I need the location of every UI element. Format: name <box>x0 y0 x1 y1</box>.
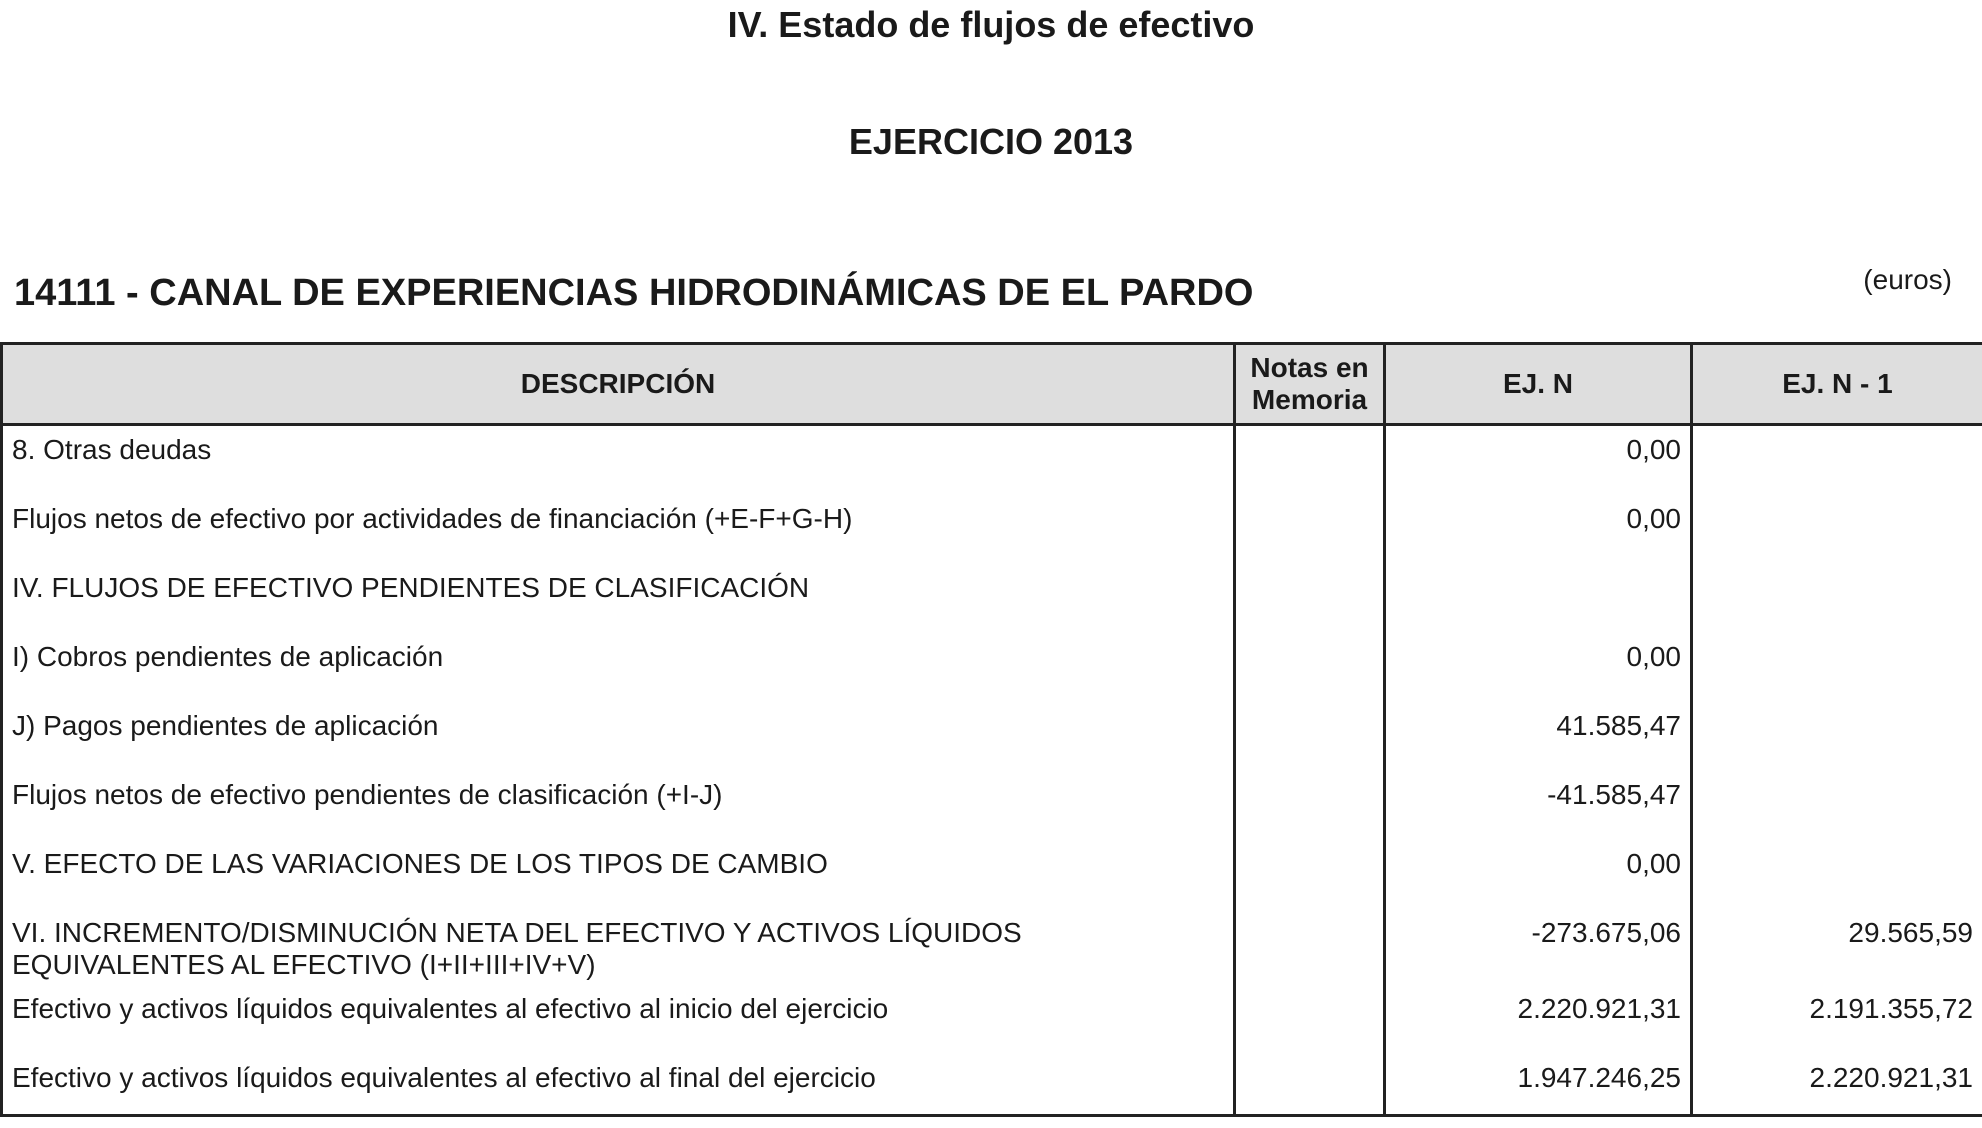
table-row <box>2 702 1982 771</box>
table-row <box>2 1054 1982 1116</box>
row-description: V. EFECTO DE LAS VARIACIONES DE LOS TIPOS DE CAMBIO <box>2 840 1235 909</box>
currency-unit: (euros) <box>1863 264 1952 295</box>
row-notes <box>1235 425 1385 496</box>
row-value-ej-n1 <box>1692 840 1982 909</box>
row-notes <box>1235 1054 1385 1116</box>
table-row <box>2 840 1982 909</box>
entity-name: 14111 - CANAL DE EXPERIENCIAS HIDRODINÁMICAS DE EL PARDO <box>14 272 1254 314</box>
table-row <box>2 425 1982 496</box>
row-value-ej-n: 0,00 <box>1385 840 1692 909</box>
row-value-ej-n1 <box>1692 702 1982 771</box>
column-header-notas-line1: Notas en <box>1250 352 1369 383</box>
row-value-ej-n: 2.220.921,31 <box>1385 985 1692 1054</box>
table-row <box>2 633 1982 702</box>
row-description: Flujos netos de efectivo por actividades de financiación (+E-F+G-H) <box>2 495 1235 564</box>
row-notes <box>1235 771 1385 840</box>
table-header-row <box>2 344 1982 425</box>
row-value-ej-n1 <box>1692 564 1982 633</box>
row-value-ej-n: 1.947.246,25 <box>1385 1054 1692 1116</box>
row-description: Efectivo y activos líquidos equivalentes al efectivo al inicio del ejercicio <box>2 985 1235 1054</box>
row-notes <box>1235 840 1385 909</box>
row-value-ej-n1: 2.220.921,31 <box>1692 1054 1982 1116</box>
row-notes <box>1235 909 1385 985</box>
fiscal-year-label: EJERCICIO 2013 <box>848 121 1134 162</box>
column-header-ej-n1: EJ. N - 1 <box>1692 344 1982 425</box>
row-value-ej-n1 <box>1692 771 1982 840</box>
row-value-ej-n1: 29.565,59 <box>1692 909 1982 985</box>
row-value-ej-n1 <box>1692 425 1982 496</box>
row-description: Flujos netos de efectivo pendientes de clasificación (+I-J) <box>2 771 1235 840</box>
row-value-ej-n: -41.585,47 <box>1385 771 1692 840</box>
row-notes <box>1235 564 1385 633</box>
row-value-ej-n <box>1385 564 1692 633</box>
row-description-line1: VI. INCREMENTO/DISMINUCIÓN NETA DEL EFECTIVO Y ACTIVOS LÍQUIDOS <box>12 917 1022 948</box>
row-value-ej-n1: 2.191.355,72 <box>1692 985 1982 1054</box>
table-row <box>2 564 1982 633</box>
row-description: IV. FLUJOS DE EFECTIVO PENDIENTES DE CLASIFICACIÓN <box>2 564 1235 633</box>
table-row <box>2 985 1982 1054</box>
row-value-ej-n1 <box>1692 633 1982 702</box>
cash-flow-table <box>0 342 1982 1117</box>
column-header-notas <box>1235 344 1385 425</box>
column-header-notas-line2: Memoria <box>1251 384 1368 415</box>
table-row <box>2 495 1982 564</box>
column-header-ej-n: EJ. N <box>1385 344 1692 425</box>
column-header-descripcion: DESCRIPCIÓN <box>2 344 1235 425</box>
row-notes <box>1235 495 1385 564</box>
row-value-ej-n: 0,00 <box>1385 495 1692 564</box>
page-title: IV. Estado de flujos de efectivo <box>727 4 1255 45</box>
row-value-ej-n: 0,00 <box>1385 425 1692 496</box>
row-notes <box>1235 985 1385 1054</box>
row-value-ej-n: 0,00 <box>1385 633 1692 702</box>
table-row <box>2 771 1982 840</box>
row-description: 8. Otras deudas <box>2 425 1235 496</box>
row-value-ej-n: -273.675,06 <box>1385 909 1692 985</box>
row-description-line2: EQUIVALENTES AL EFECTIVO (I+II+III+IV+V) <box>12 949 596 980</box>
row-notes <box>1235 633 1385 702</box>
row-notes <box>1235 702 1385 771</box>
row-description: Efectivo y activos líquidos equivalentes al efectivo al final del ejercicio <box>2 1054 1235 1116</box>
row-value-ej-n: 41.585,47 <box>1385 702 1692 771</box>
row-description: I) Cobros pendientes de aplicación <box>2 633 1235 702</box>
row-description: J) Pagos pendientes de aplicación <box>2 702 1235 771</box>
table-row <box>2 909 1982 985</box>
row-description <box>2 909 1235 985</box>
row-value-ej-n1 <box>1692 495 1982 564</box>
